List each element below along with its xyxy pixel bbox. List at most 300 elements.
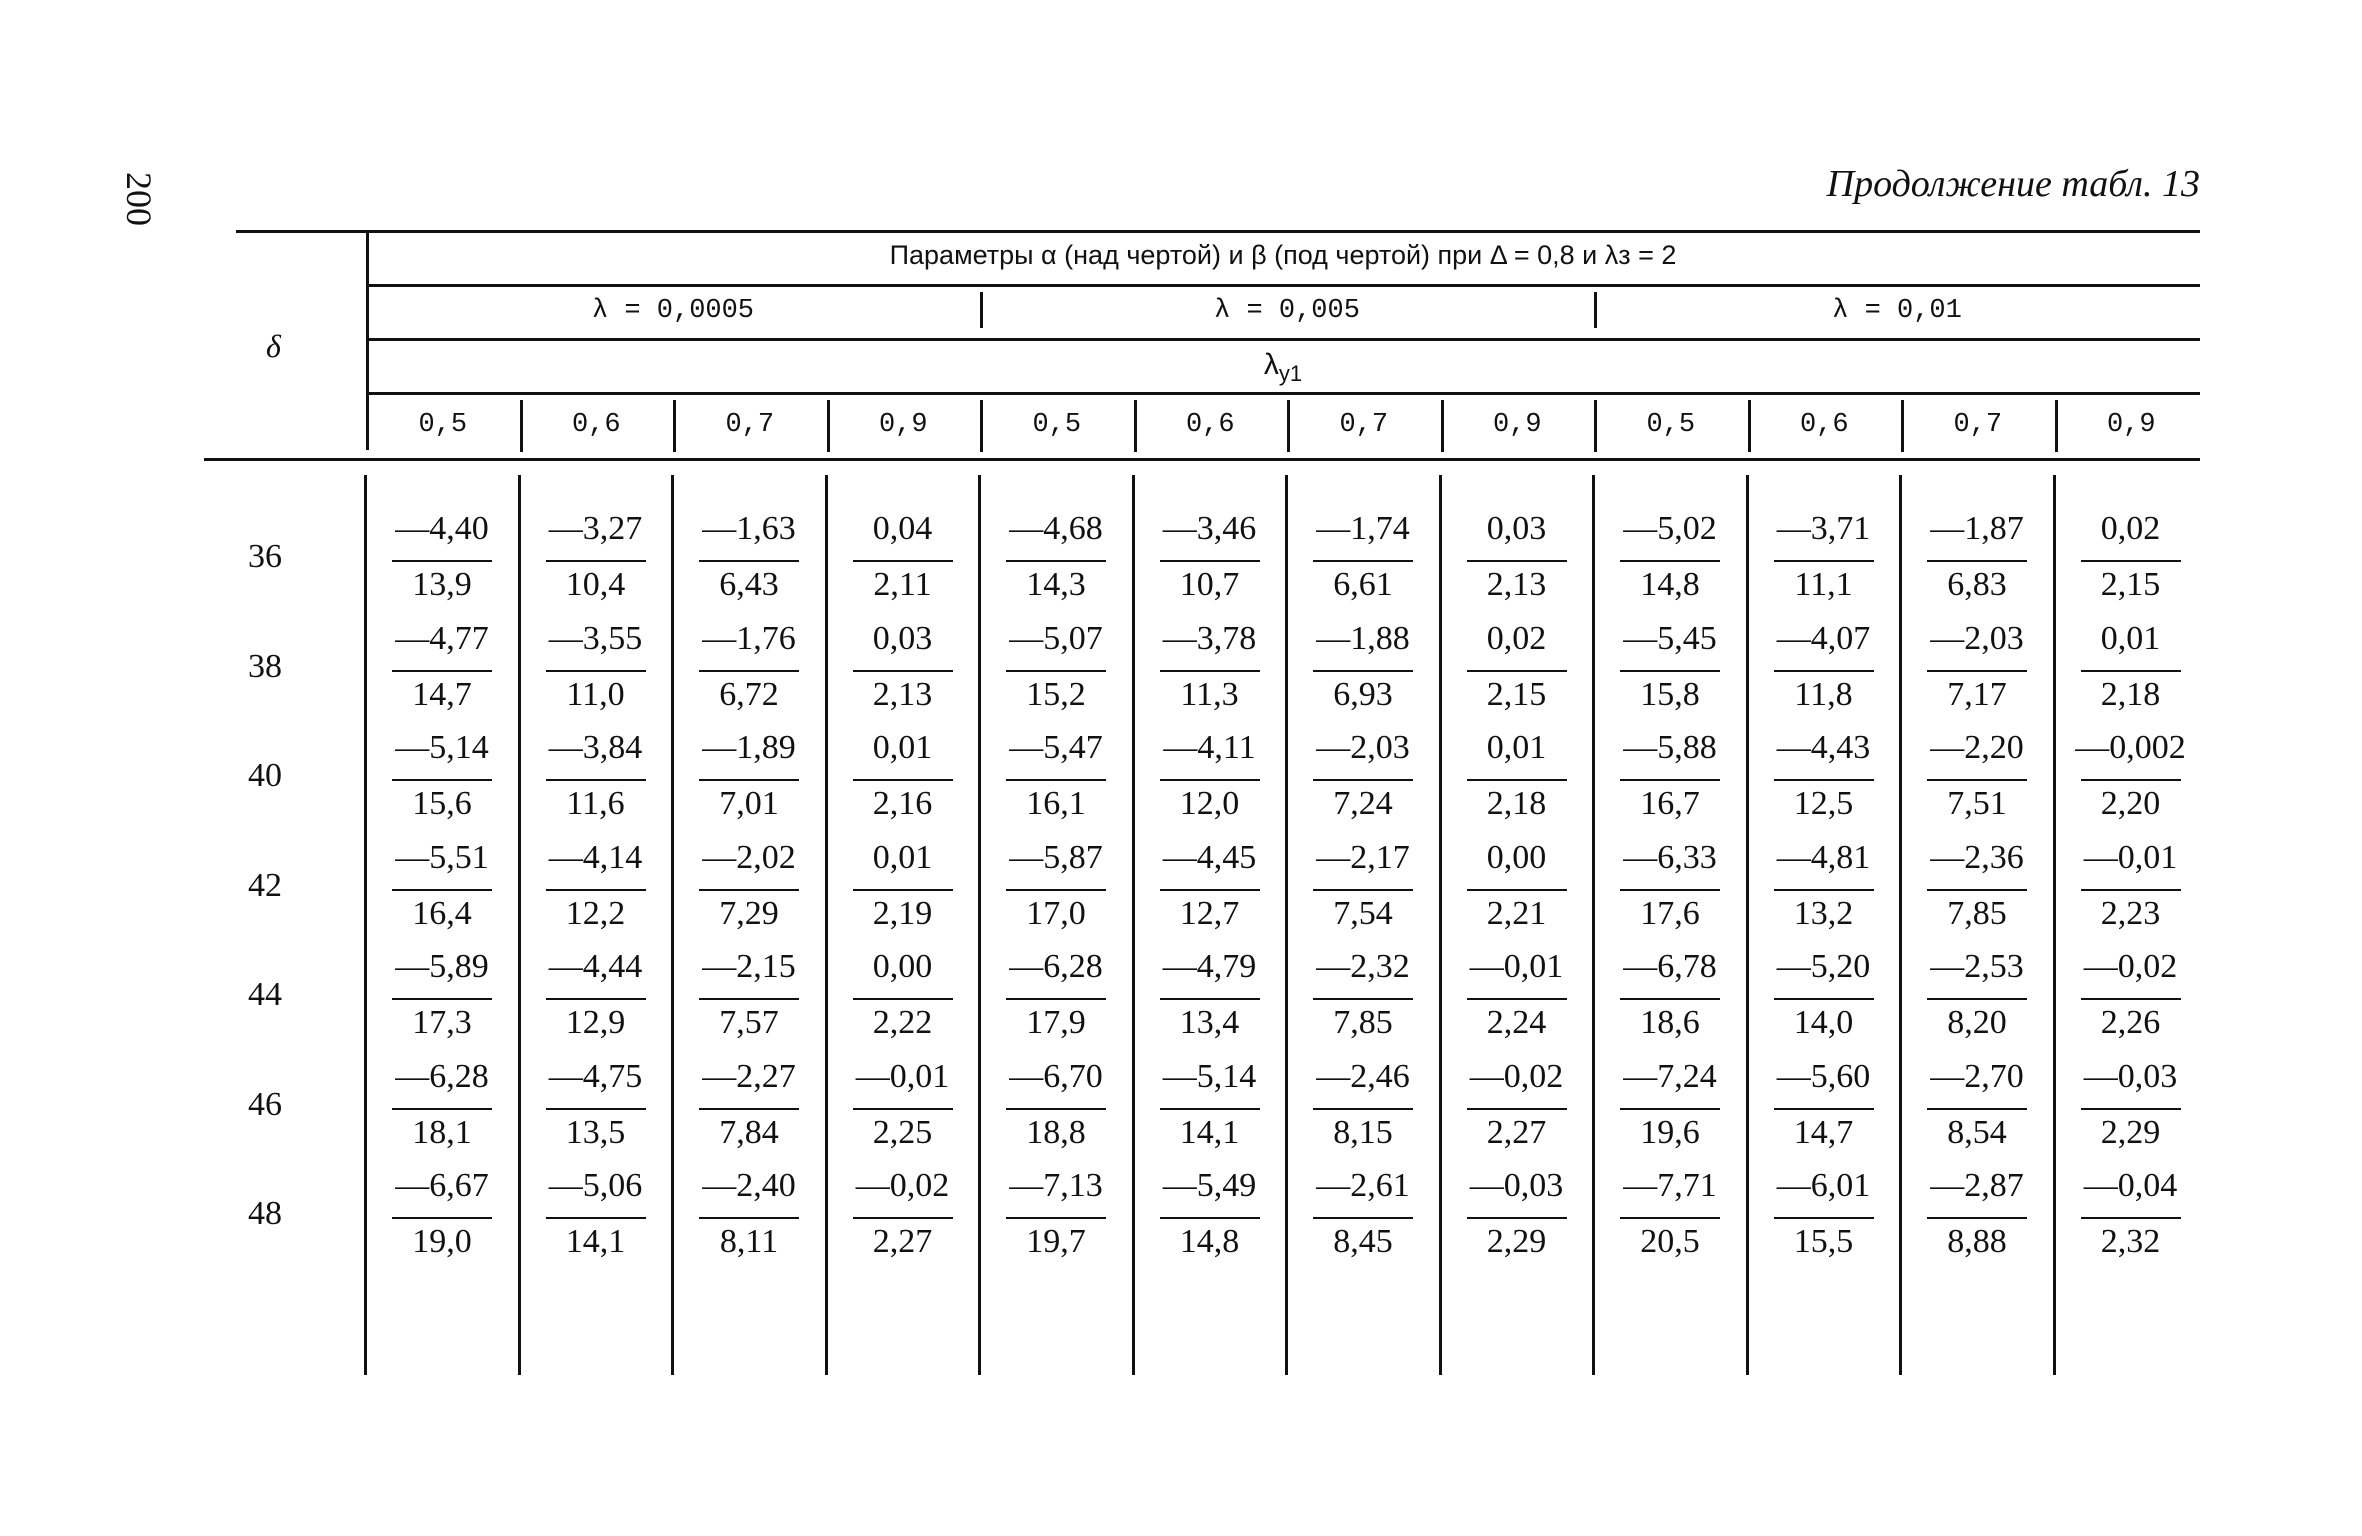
fraction-bar bbox=[1160, 1217, 1260, 1219]
alpha-value: —4,11 bbox=[1163, 729, 1256, 766]
alpha-value: —0,002 bbox=[2075, 729, 2186, 766]
fraction-bar bbox=[1313, 1108, 1413, 1110]
lambda-y-rule bbox=[366, 392, 2200, 395]
table-continuation-caption: Продолжение табл. 13 bbox=[1826, 163, 2200, 205]
fraction-bar bbox=[1467, 779, 1567, 781]
fraction-bar bbox=[1620, 560, 1720, 562]
fraction-bar bbox=[1006, 779, 1106, 781]
fraction-bar bbox=[853, 1217, 953, 1219]
body-column-line bbox=[1592, 475, 1595, 1375]
table-cell bbox=[689, 839, 809, 947]
alpha-value: —5,45 bbox=[1623, 619, 1717, 657]
table-cell bbox=[996, 948, 1116, 1056]
lambda-y-value: 0,9 bbox=[878, 410, 928, 440]
alpha-value: —6,78 bbox=[1623, 948, 1717, 985]
fraction-bar bbox=[1927, 1217, 2027, 1219]
table-cell bbox=[1457, 839, 1577, 947]
table-cell bbox=[536, 1167, 656, 1275]
beta-value: 2,24 bbox=[1486, 1004, 1547, 1041]
alpha-value: —6,01 bbox=[1776, 1167, 1871, 1204]
fraction-bar bbox=[1467, 670, 1567, 672]
lambda-y-value: 0,6 bbox=[1185, 410, 1235, 440]
fraction-bar bbox=[2081, 670, 2181, 672]
body-column-line bbox=[2053, 475, 2056, 1375]
table-cell bbox=[996, 1167, 1116, 1275]
table-cell bbox=[1303, 1167, 1423, 1275]
beta-value: 2,13 bbox=[872, 675, 933, 713]
alpha-value: —5,02 bbox=[1623, 510, 1717, 547]
alpha-value: —2,40 bbox=[702, 1167, 796, 1204]
alpha-value: —5,06 bbox=[548, 1167, 643, 1204]
fraction-bar bbox=[1774, 1108, 1874, 1110]
beta-value: 8,45 bbox=[1333, 1223, 1393, 1260]
alpha-value: —0,04 bbox=[2083, 1167, 2178, 1204]
alpha-value: 0,01 bbox=[872, 729, 933, 766]
table-cell bbox=[1764, 948, 1884, 1056]
table-cell bbox=[2071, 1058, 2191, 1166]
beta-value: 2,15 bbox=[2100, 566, 2161, 603]
fraction-bar bbox=[1006, 1217, 1106, 1219]
beta-value: 15,6 bbox=[412, 785, 472, 822]
beta-value: 18,8 bbox=[1026, 1113, 1086, 1151]
beta-value: 15,8 bbox=[1640, 675, 1700, 713]
fraction-bar bbox=[1620, 1217, 1720, 1219]
alpha-value: —7,71 bbox=[1623, 1167, 1717, 1204]
table-cell bbox=[382, 620, 502, 728]
table-cell bbox=[382, 1167, 502, 1275]
table-cell bbox=[1610, 1167, 1730, 1275]
alpha-value: —1,87 bbox=[1930, 510, 2024, 547]
beta-value: 7,54 bbox=[1333, 894, 1393, 932]
fraction-bar bbox=[699, 670, 799, 672]
table-cell bbox=[843, 948, 963, 1056]
fraction-bar bbox=[546, 998, 646, 1000]
fraction-bar bbox=[2081, 779, 2181, 781]
beta-value: 14,8 bbox=[1179, 1223, 1240, 1260]
table-cell bbox=[382, 510, 502, 618]
fraction-bar bbox=[1006, 670, 1106, 672]
beta-value: 2,22 bbox=[872, 1004, 933, 1041]
alpha-value: 0,01 bbox=[2100, 619, 2161, 657]
fraction-bar bbox=[1160, 779, 1260, 781]
alpha-value: —2,70 bbox=[1930, 1057, 2024, 1095]
alpha-value: —2,03 bbox=[1930, 619, 2024, 657]
beta-value: 12,9 bbox=[565, 1004, 626, 1041]
table-cell bbox=[1303, 1058, 1423, 1166]
table-cell bbox=[843, 510, 963, 618]
lambda-group-2: λ = 0,005 bbox=[1214, 296, 1360, 326]
alpha-value: —4,75 bbox=[548, 1057, 643, 1095]
table-cell bbox=[2071, 948, 2191, 1056]
beta-value: 2,29 bbox=[1486, 1223, 1547, 1260]
alpha-value: —2,02 bbox=[702, 838, 796, 876]
beta-value: 7,85 bbox=[1947, 894, 2007, 932]
body-column-line bbox=[364, 475, 367, 1375]
alpha-value: 0,02 bbox=[1486, 619, 1547, 657]
alpha-value: 0,03 bbox=[1486, 510, 1547, 547]
alpha-value: —2,17 bbox=[1316, 838, 1410, 876]
beta-value: 14,7 bbox=[1793, 1113, 1854, 1151]
alpha-value: —3,55 bbox=[548, 619, 643, 657]
fraction-bar bbox=[699, 1108, 799, 1110]
beta-value: 2,20 bbox=[2100, 785, 2161, 822]
lambda-y-subscript: y1 bbox=[1278, 361, 1303, 386]
body-column-line bbox=[978, 475, 981, 1375]
fraction-bar bbox=[1774, 779, 1874, 781]
alpha-value: —6,33 bbox=[1623, 838, 1717, 876]
beta-value: 13,4 bbox=[1179, 1004, 1240, 1041]
alpha-value: —0,02 bbox=[2083, 948, 2178, 985]
beta-value: 14,3 bbox=[1026, 566, 1086, 603]
table-cell bbox=[1150, 1058, 1270, 1166]
fraction-bar bbox=[1160, 560, 1260, 562]
table-cell bbox=[1764, 1167, 1884, 1275]
table-cell bbox=[689, 620, 809, 728]
beta-value: 8,11 bbox=[719, 1223, 779, 1260]
alpha-value: —2,36 bbox=[1930, 838, 2024, 876]
fraction-bar bbox=[1467, 1108, 1567, 1110]
table-cell bbox=[1610, 620, 1730, 728]
alpha-value: 0,04 bbox=[872, 510, 933, 547]
alpha-value: —4,77 bbox=[395, 619, 489, 657]
fraction-bar bbox=[546, 560, 646, 562]
alpha-value: —4,43 bbox=[1776, 729, 1871, 766]
beta-value: 14,1 bbox=[1179, 1113, 1240, 1151]
alpha-value: 0,00 bbox=[872, 948, 933, 985]
beta-value: 12,2 bbox=[565, 894, 626, 932]
table-cell bbox=[1764, 620, 1884, 728]
alpha-value: —5,51 bbox=[395, 838, 489, 876]
table-cell bbox=[2071, 1167, 2191, 1275]
body-column-line bbox=[825, 475, 828, 1375]
alpha-value: 0,01 bbox=[872, 838, 933, 876]
fraction-bar bbox=[2081, 998, 2181, 1000]
alpha-value: —2,87 bbox=[1930, 1167, 2024, 1204]
alpha-value: —0,03 bbox=[1469, 1167, 1564, 1204]
alpha-value: —0,02 bbox=[1469, 1057, 1564, 1095]
beta-value: 2,26 bbox=[2100, 1004, 2161, 1041]
beta-value: 2,19 bbox=[872, 894, 933, 932]
fraction-bar bbox=[1006, 998, 1106, 1000]
beta-value: 17,3 bbox=[412, 1004, 472, 1041]
alpha-value: —6,28 bbox=[1009, 948, 1103, 985]
table-cell bbox=[1764, 729, 1884, 837]
table-cell bbox=[536, 620, 656, 728]
top-rule bbox=[236, 230, 2200, 233]
beta-value: 13,2 bbox=[1793, 894, 1854, 932]
beta-value: 7,01 bbox=[719, 785, 779, 822]
table-cell bbox=[1917, 1058, 2037, 1166]
table-cell bbox=[1610, 510, 1730, 618]
beta-value: 2,29 bbox=[2100, 1113, 2161, 1151]
beta-value: 7,29 bbox=[719, 894, 779, 932]
beta-value: 11,6 bbox=[566, 785, 625, 822]
fraction-bar bbox=[1774, 670, 1874, 672]
body-column-line bbox=[1285, 475, 1288, 1375]
beta-value: 14,7 bbox=[412, 675, 472, 713]
alpha-value: —5,07 bbox=[1009, 619, 1103, 657]
beta-value: 14,8 bbox=[1640, 566, 1700, 603]
fraction-bar bbox=[1927, 998, 2027, 1000]
beta-value: 7,57 bbox=[719, 1004, 779, 1041]
alpha-value: —5,20 bbox=[1776, 948, 1871, 985]
alpha-value: —3,27 bbox=[548, 510, 643, 547]
table-cell bbox=[996, 729, 1116, 837]
fraction-bar bbox=[392, 1217, 492, 1219]
beta-value: 7,85 bbox=[1333, 1004, 1393, 1041]
beta-value: 7,51 bbox=[1947, 785, 2007, 822]
alpha-value: —4,45 bbox=[1162, 838, 1257, 876]
table-cell bbox=[536, 839, 656, 947]
beta-value: 8,88 bbox=[1947, 1223, 2007, 1260]
beta-value: 13,9 bbox=[412, 566, 472, 603]
fraction-bar bbox=[1160, 889, 1260, 891]
lambda-y-value: 0,9 bbox=[1492, 410, 1542, 440]
fraction-bar bbox=[699, 779, 799, 781]
lambda-group-3: λ = 0,01 bbox=[1832, 296, 1962, 326]
beta-value: 16,7 bbox=[1640, 785, 1700, 822]
header-bottom-rule bbox=[204, 458, 2200, 461]
alpha-value: —5,87 bbox=[1009, 838, 1103, 876]
beta-value: 2,23 bbox=[2100, 894, 2161, 932]
alpha-value: —5,14 bbox=[395, 729, 489, 766]
lambda-y-value: 0,5 bbox=[418, 410, 468, 440]
table-cell bbox=[996, 620, 1116, 728]
alpha-value: —3,71 bbox=[1776, 510, 1871, 547]
alpha-value: —2,20 bbox=[1930, 729, 2024, 766]
fraction-bar bbox=[2081, 889, 2181, 891]
beta-value: 11,1 bbox=[1794, 566, 1853, 603]
body-column-line bbox=[1746, 475, 1749, 1375]
table-cell bbox=[1457, 510, 1577, 618]
fraction-bar bbox=[1927, 889, 2027, 891]
fraction-bar bbox=[546, 779, 646, 781]
beta-value: 17,6 bbox=[1640, 894, 1700, 932]
fraction-bar bbox=[1774, 1217, 1874, 1219]
fraction-bar bbox=[1774, 560, 1874, 562]
lambda-y-symbol: λ bbox=[1263, 348, 1279, 381]
beta-value: 15,2 bbox=[1026, 675, 1086, 713]
beta-value: 6,43 bbox=[719, 566, 779, 603]
alpha-value: —5,60 bbox=[1776, 1057, 1871, 1095]
table-cell bbox=[1303, 620, 1423, 728]
row-delta-label: 42 bbox=[248, 866, 282, 904]
lambda-y-value: 0,7 bbox=[725, 410, 775, 440]
beta-value: 12,5 bbox=[1793, 785, 1854, 822]
alpha-value: —0,01 bbox=[1469, 948, 1564, 985]
fraction-bar bbox=[392, 889, 492, 891]
alpha-value: —4,79 bbox=[1162, 948, 1257, 985]
fraction-bar bbox=[546, 1217, 646, 1219]
lambda-y-value: 0,7 bbox=[1339, 410, 1389, 440]
alpha-value: —4,68 bbox=[1009, 510, 1103, 547]
alpha-value: —0,03 bbox=[2083, 1057, 2178, 1095]
beta-value: 13,5 bbox=[565, 1113, 626, 1151]
beta-value: 14,0 bbox=[1793, 1004, 1854, 1041]
fraction-bar bbox=[699, 998, 799, 1000]
lambda-group-1: λ = 0,0005 bbox=[591, 296, 755, 326]
table-cell bbox=[1457, 1167, 1577, 1275]
table-cell bbox=[1457, 620, 1577, 728]
table-cell bbox=[689, 1058, 809, 1166]
beta-value: 7,17 bbox=[1947, 675, 2007, 713]
table-cell bbox=[689, 510, 809, 618]
alpha-value: —4,40 bbox=[395, 510, 489, 547]
fraction-bar bbox=[1160, 670, 1260, 672]
fraction-bar bbox=[546, 1108, 646, 1110]
table-cell bbox=[382, 1058, 502, 1166]
fraction-bar bbox=[853, 998, 953, 1000]
alpha-value: —2,27 bbox=[702, 1057, 796, 1095]
beta-value: 11,8 bbox=[1794, 675, 1853, 713]
table-cell bbox=[382, 839, 502, 947]
table-cell bbox=[382, 948, 502, 1056]
fraction-bar bbox=[392, 560, 492, 562]
fraction-bar bbox=[1313, 670, 1413, 672]
table-cell bbox=[1764, 839, 1884, 947]
table-cell bbox=[843, 1167, 963, 1275]
row-label-header: δ bbox=[266, 328, 281, 364]
lambda-y-value: 0,7 bbox=[1953, 410, 2003, 440]
fraction-bar bbox=[2081, 1108, 2181, 1110]
table-cell bbox=[1457, 948, 1577, 1056]
beta-value: 2,32 bbox=[2100, 1223, 2161, 1260]
beta-value: 10,4 bbox=[565, 566, 626, 603]
beta-value: 18,1 bbox=[412, 1113, 472, 1151]
table-cell bbox=[843, 1058, 963, 1166]
lambda-y-value: 0,6 bbox=[571, 410, 621, 440]
beta-value: 19,6 bbox=[1640, 1113, 1700, 1151]
fraction-bar bbox=[1313, 889, 1413, 891]
fraction-bar bbox=[1927, 670, 2027, 672]
table-cell bbox=[382, 729, 502, 837]
beta-value: 11,0 bbox=[566, 675, 625, 713]
table-cell bbox=[843, 620, 963, 728]
fraction-bar bbox=[699, 889, 799, 891]
table-cell bbox=[689, 729, 809, 837]
beta-value: 2,16 bbox=[872, 785, 933, 822]
fraction-bar bbox=[1313, 779, 1413, 781]
table-cell bbox=[1764, 510, 1884, 618]
table-cell bbox=[536, 510, 656, 618]
beta-value: 16,1 bbox=[1026, 785, 1086, 822]
table-cell bbox=[1917, 510, 2037, 618]
table-cell bbox=[2071, 729, 2191, 837]
fraction-bar bbox=[1313, 998, 1413, 1000]
body-column-line bbox=[1132, 475, 1135, 1375]
table-cell bbox=[1610, 1058, 1730, 1166]
fraction-bar bbox=[853, 670, 953, 672]
fraction-bar bbox=[853, 1108, 953, 1110]
alpha-value: —5,88 bbox=[1623, 729, 1717, 766]
beta-value: 2,15 bbox=[1486, 675, 1547, 713]
fraction-bar bbox=[1006, 1108, 1106, 1110]
row-delta-label: 40 bbox=[248, 757, 282, 794]
alpha-value: —6,28 bbox=[395, 1057, 489, 1095]
table-cell bbox=[1150, 620, 1270, 728]
alpha-value: —5,47 bbox=[1009, 729, 1103, 766]
body-column-line bbox=[1439, 475, 1442, 1375]
alpha-value: 0,00 bbox=[1486, 838, 1547, 876]
fraction-bar bbox=[853, 779, 953, 781]
alpha-value: —7,13 bbox=[1009, 1167, 1103, 1204]
lambda-y-value: 0,9 bbox=[2106, 410, 2156, 440]
alpha-value: —4,81 bbox=[1776, 838, 1871, 876]
page-number: 200 bbox=[119, 172, 159, 226]
beta-value: 2,21 bbox=[1486, 894, 1547, 932]
body-column-line bbox=[518, 475, 521, 1375]
beta-value: 2,11 bbox=[873, 566, 932, 603]
beta-value: 2,25 bbox=[872, 1113, 933, 1151]
fraction-bar bbox=[1467, 998, 1567, 1000]
alpha-value: 0,03 bbox=[872, 619, 933, 657]
fraction-bar bbox=[1620, 998, 1720, 1000]
alpha-value: —0,01 bbox=[855, 1057, 950, 1095]
fraction-bar bbox=[1006, 889, 1106, 891]
row-delta-label: 46 bbox=[248, 1085, 282, 1123]
beta-value: 6,72 bbox=[719, 675, 779, 713]
fraction-bar bbox=[1620, 670, 1720, 672]
alpha-value: —5,49 bbox=[1162, 1167, 1257, 1204]
row-delta-label: 44 bbox=[248, 976, 282, 1013]
beta-value: 2,27 bbox=[872, 1223, 933, 1260]
alpha-value: —7,24 bbox=[1623, 1057, 1717, 1095]
table-cell bbox=[1303, 510, 1423, 618]
table-cell bbox=[1150, 839, 1270, 947]
alpha-value: —2,53 bbox=[1930, 948, 2024, 985]
alpha-value: —3,46 bbox=[1162, 510, 1257, 547]
table-cell bbox=[1150, 729, 1270, 837]
alpha-value: —4,14 bbox=[548, 838, 643, 876]
beta-value: 10,7 bbox=[1179, 566, 1240, 603]
alpha-value: 0,01 bbox=[1486, 729, 1547, 766]
beta-value: 7,24 bbox=[1333, 785, 1393, 822]
alpha-value: —1,89 bbox=[702, 729, 796, 766]
alpha-value: —1,76 bbox=[702, 619, 796, 657]
beta-value: 6,93 bbox=[1333, 675, 1393, 713]
alpha-value: —5,89 bbox=[395, 948, 489, 985]
table-cell bbox=[1303, 948, 1423, 1056]
beta-value: 16,4 bbox=[412, 894, 472, 932]
fraction-bar bbox=[1467, 1217, 1567, 1219]
table-cell bbox=[536, 1058, 656, 1166]
fraction-bar bbox=[1620, 1108, 1720, 1110]
beta-value: 12,7 bbox=[1179, 894, 1240, 932]
table-cell bbox=[2071, 839, 2191, 947]
fraction-bar bbox=[1313, 560, 1413, 562]
alpha-value: —2,46 bbox=[1316, 1057, 1410, 1095]
table-cell bbox=[1610, 839, 1730, 947]
alpha-value: —0,01 bbox=[2083, 838, 2178, 876]
table-cell bbox=[1457, 1058, 1577, 1166]
alpha-value: —4,07 bbox=[1776, 619, 1871, 657]
fraction-bar bbox=[1313, 1217, 1413, 1219]
beta-value: 20,5 bbox=[1640, 1223, 1700, 1260]
table-cell bbox=[1303, 839, 1423, 947]
beta-value: 8,20 bbox=[1947, 1004, 2007, 1041]
alpha-value: —3,84 bbox=[548, 729, 643, 766]
beta-value: 8,54 bbox=[1947, 1113, 2007, 1151]
alpha-value: —2,03 bbox=[1316, 729, 1410, 766]
alpha-value: —1,88 bbox=[1316, 619, 1410, 657]
table-cell bbox=[1150, 948, 1270, 1056]
fraction-bar bbox=[546, 670, 646, 672]
fraction-bar bbox=[1927, 560, 2027, 562]
fraction-bar bbox=[1160, 998, 1260, 1000]
alpha-value: —5,14 bbox=[1162, 1057, 1257, 1095]
fraction-bar bbox=[1467, 560, 1567, 562]
table-cell bbox=[1917, 729, 2037, 837]
